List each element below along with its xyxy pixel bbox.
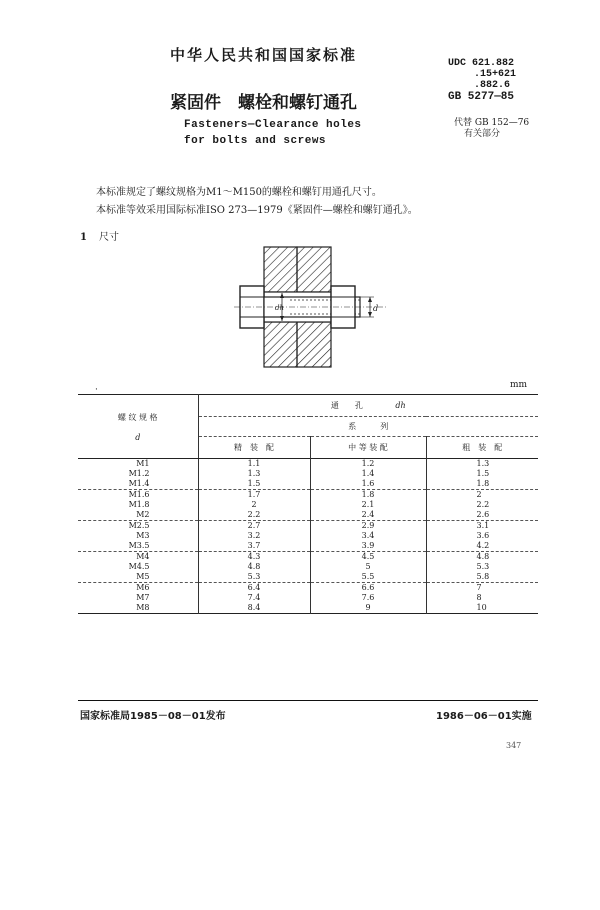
cell-value: M4.5: [128, 562, 150, 571]
cell-value: 2.7: [247, 521, 261, 530]
stray-dot: ·: [95, 385, 98, 395]
cell-value: 9: [365, 603, 371, 612]
section-number: 1: [80, 232, 87, 243]
cell-fine: [198, 459, 310, 490]
cell-value: 2: [476, 490, 482, 499]
udc-code: [448, 58, 516, 91]
replaces-line: 代替 GB 152—76: [454, 118, 530, 128]
title-en-line1: Fasteners—Clearance holes: [184, 119, 362, 131]
unit-label: mm: [510, 380, 528, 390]
cell-value: 2.2: [476, 500, 490, 509]
cell-value: M1.8: [128, 500, 150, 509]
cell-coarse: [426, 552, 538, 583]
plate-left-lower: [264, 322, 297, 367]
cell-value: 2.6: [476, 510, 490, 519]
cell-value: 1.7: [247, 490, 261, 499]
cell-value: 1.4: [361, 469, 375, 478]
cell-fine: [198, 490, 310, 521]
cell-medium: [310, 552, 426, 583]
cell-value: 5.5: [361, 572, 375, 581]
standard-title-en: [184, 117, 362, 149]
cell-value: M5: [136, 572, 150, 581]
cell-fine: [198, 552, 310, 583]
thread-header-symbol: d: [135, 432, 141, 442]
cell-value: M1.4: [128, 479, 150, 488]
cell-d: [78, 552, 198, 583]
replaces-part: 有关部分: [464, 129, 501, 139]
cell-coarse: [426, 521, 538, 552]
plate-right-upper: [297, 247, 331, 292]
cell-medium: [310, 583, 426, 614]
cell-value: 2: [251, 500, 257, 509]
hole-header-label: 通 孔: [330, 401, 363, 410]
cell-value: 2.1: [361, 500, 375, 509]
cell-value: M2.5: [128, 521, 150, 530]
replaces-note: [454, 118, 529, 140]
cell-value: 4.5: [361, 552, 375, 561]
cell-value: 1.3: [476, 459, 490, 468]
page-number: 347: [506, 741, 522, 750]
clearance-hole-table: [78, 394, 538, 614]
section-heading: [80, 228, 131, 243]
cell-value: 3.7: [247, 541, 261, 550]
cell-value: 7.4: [247, 593, 261, 602]
cell-fine: [198, 521, 310, 552]
cell-d: [78, 459, 198, 490]
bolt-clearance-figure: [230, 245, 390, 370]
national-standard-heading: 中华人民共和国国家标准: [170, 46, 358, 64]
title-en-line2: for bolts and screws: [184, 135, 327, 147]
hole-header: [198, 395, 538, 417]
standard-title-cn: 紧固件 螺栓和螺钉通孔: [170, 93, 357, 113]
table-row-group: [78, 583, 538, 614]
thread-header: [78, 395, 198, 459]
cell-value: 10: [476, 603, 487, 612]
cell-value: M7: [136, 593, 150, 602]
cell-value: 8.4: [247, 603, 261, 612]
section-title: 尺寸: [98, 232, 119, 243]
cell-value: M1.2: [128, 469, 150, 478]
table-row-group: [78, 521, 538, 552]
cell-value: M1: [136, 459, 150, 468]
cell-value: 1.6: [361, 479, 375, 488]
effective-date: 1986－06－01实施: [436, 711, 532, 722]
cell-value: 3.4: [361, 531, 375, 540]
gb-number: GB 5277—85: [448, 91, 515, 103]
cell-d: [78, 583, 198, 614]
cell-value: 1.5: [476, 469, 490, 478]
label-d: d: [373, 304, 379, 313]
cell-value: 1.2: [361, 459, 375, 468]
label-dh: dh: [275, 304, 284, 312]
cell-value: 5: [365, 562, 371, 571]
coarse-header: 粗 装 配: [426, 437, 538, 459]
cell-value: 1.1: [247, 459, 261, 468]
cell-value: 1.8: [361, 490, 375, 499]
cell-value: 5.3: [247, 572, 261, 581]
thread-header-label: 螺 纹 规 格: [117, 412, 158, 422]
cell-value: 3.2: [247, 531, 261, 540]
cell-coarse: [426, 490, 538, 521]
cell-value: 7: [476, 583, 482, 592]
cell-value: 2.4: [361, 510, 375, 519]
cell-value: M4: [136, 552, 150, 561]
intro-line1: 本标准规定了螺纹规格为M1～M150的螺栓和螺钉用通孔尺寸。: [96, 187, 382, 198]
series-header: 系 列: [198, 417, 538, 437]
cell-value: 1.5: [247, 479, 261, 488]
udc-line2: .15+621: [474, 69, 517, 80]
cell-value: M2: [136, 510, 150, 519]
cell-value: 4.8: [247, 562, 261, 571]
cell-value: 4.2: [476, 541, 490, 550]
cell-value: M3: [136, 531, 150, 540]
cell-value: 7.6: [361, 593, 375, 602]
cell-value: 3.9: [361, 541, 375, 550]
cell-value: 4.3: [247, 552, 261, 561]
hole-header-symbol: dh: [395, 401, 406, 410]
cell-medium: [310, 459, 426, 490]
issued-date: 国家标准局1985－08－01发布: [80, 711, 226, 722]
cell-fine: [198, 583, 310, 614]
cell-medium: [310, 490, 426, 521]
table-row-group: [78, 552, 538, 583]
cell-medium: [310, 521, 426, 552]
cell-value: 6.6: [361, 583, 375, 592]
udc-line1: UDC 621.882: [448, 58, 515, 69]
cell-coarse: [426, 583, 538, 614]
plate-right-lower: [297, 322, 331, 367]
cell-value: 6.4: [247, 583, 261, 592]
table-row-group: [78, 459, 538, 490]
cell-value: M8: [136, 603, 150, 612]
cell-value: 3.6: [476, 531, 490, 540]
cell-value: 2.2: [247, 510, 261, 519]
intro-line2: 本标准等效采用国际标准ISO 273—1979《紧固件—螺栓和螺钉通孔》。: [96, 205, 418, 216]
medium-header: 中 等 装 配: [310, 437, 426, 459]
cell-value: M6: [136, 583, 150, 592]
table-row-group: [78, 490, 538, 521]
cell-value: 8: [476, 593, 482, 602]
cell-d: [78, 521, 198, 552]
cell-value: 3.1: [476, 521, 490, 530]
plate-left-upper: [264, 247, 297, 292]
footer-rule: [78, 700, 538, 701]
cell-value: M1.6: [128, 490, 150, 499]
cell-value: 1.3: [247, 469, 261, 478]
cell-d: [78, 490, 198, 521]
fine-header: 精 装 配: [198, 437, 310, 459]
cell-value: M3.5: [128, 541, 150, 550]
cell-value: 2.9: [361, 521, 375, 530]
cell-value: 1.8: [476, 479, 490, 488]
cell-value: 5.8: [476, 572, 490, 581]
udc-line3: .882.6: [474, 80, 511, 91]
table-body: [78, 459, 538, 614]
cell-value: 5.3: [476, 562, 490, 571]
cell-coarse: [426, 459, 538, 490]
cell-value: 4.8: [476, 552, 490, 561]
